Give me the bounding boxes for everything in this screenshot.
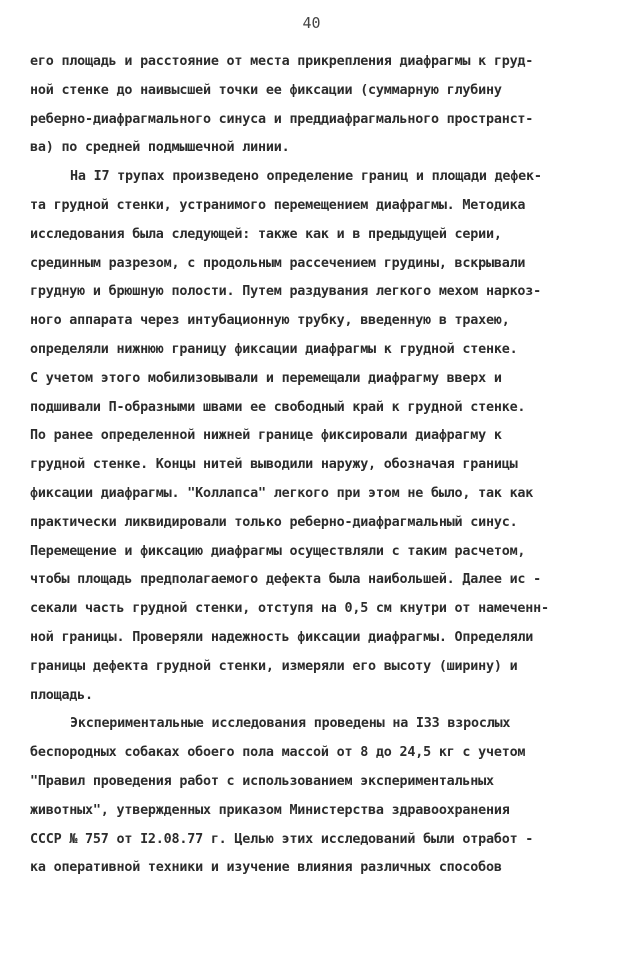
text-line: срединным разрезом, с продольным рассечением грудины, вскрывали (30, 255, 526, 271)
text-line: ва) по средней подмышечной линии. (30, 140, 290, 156)
text-line: СССР № 757 от I2.08.77 г. Целью этих исследований были отработ - (30, 831, 534, 847)
text-line: грудную и брюшную полости. Путем раздувания легкого мехом наркоз- (30, 284, 542, 300)
text-line: беспородных собаках обоего пола массой от 8 до 24,5 кг с учетом (30, 745, 526, 761)
text-line: "Правил проведения работ с использованием экспериментальных (30, 773, 494, 789)
text-line: По ранее определенной нижней границе фиксировали диафрагму к (30, 428, 502, 444)
text-line: ного аппарата через интубационную трубку, введенную в трахею, (30, 313, 510, 329)
text-line: чтобы площадь предполагаемого дефекта была наибольшей. Далее ис - (30, 572, 542, 588)
text-line: реберно-диафрагмального синуса и преддиафрагмального пространст- (30, 111, 534, 127)
text-line: ной стенке до наивысшей точки ее фиксации (суммарную глубину (30, 82, 502, 98)
text-line: практически ликвидировали только реберно-диафрагмальный синус. (30, 514, 518, 530)
text-line: С учетом этого мобилизовывали и перемещали диафрагму вверх и (30, 370, 502, 386)
text-line: ной границы. Проверяли надежность фиксации диафрагмы. Определяли (30, 629, 534, 645)
text-line: секали часть грудной стенки, отступя на 0,5 см кнутри от намеченн- (30, 601, 549, 617)
page-number: 40 (302, 14, 321, 32)
text-line: та грудной стенки, устранимого перемещением диафрагмы. Методика (30, 197, 526, 213)
text-line: На I7 трупах произведено определение границ и площади дефек- (70, 169, 542, 185)
text-line: ка оперативной техники и изучение влияния различных способов (30, 860, 502, 876)
text-line: границы дефекта грудной стенки, измеряли его высоту (ширину) и (30, 658, 518, 674)
text-line: его площадь и расстояние от места прикрепления диафрагмы к груд- (30, 54, 534, 69)
text-line: площадь. (30, 687, 93, 703)
text-line: Перемещение и фиксацию диафрагмы осуществляли с таким расчетом, (30, 543, 526, 559)
text-line: определяли нижнюю границу фиксации диафрагмы к грудной стенке. (30, 341, 518, 357)
text-line: исследования была следующей: также как и в предыдущей серии, (30, 226, 502, 242)
text-line: Экспериментальные исследования проведены на I33 взрослых (70, 716, 511, 732)
text-line: животных", утвержденных приказом Министерства здравоохранения (30, 802, 510, 818)
text-line: грудной стенке. Концы нитей выводили наружу, обозначая границы (30, 457, 518, 473)
body-text (30, 48, 600, 883)
text-line: фиксации диафрагмы. "Коллапса" легкого при этом не было, так как (30, 485, 534, 501)
text-line: подшивали П-образными швами ее свободный край к грудной стенке. (30, 399, 526, 415)
